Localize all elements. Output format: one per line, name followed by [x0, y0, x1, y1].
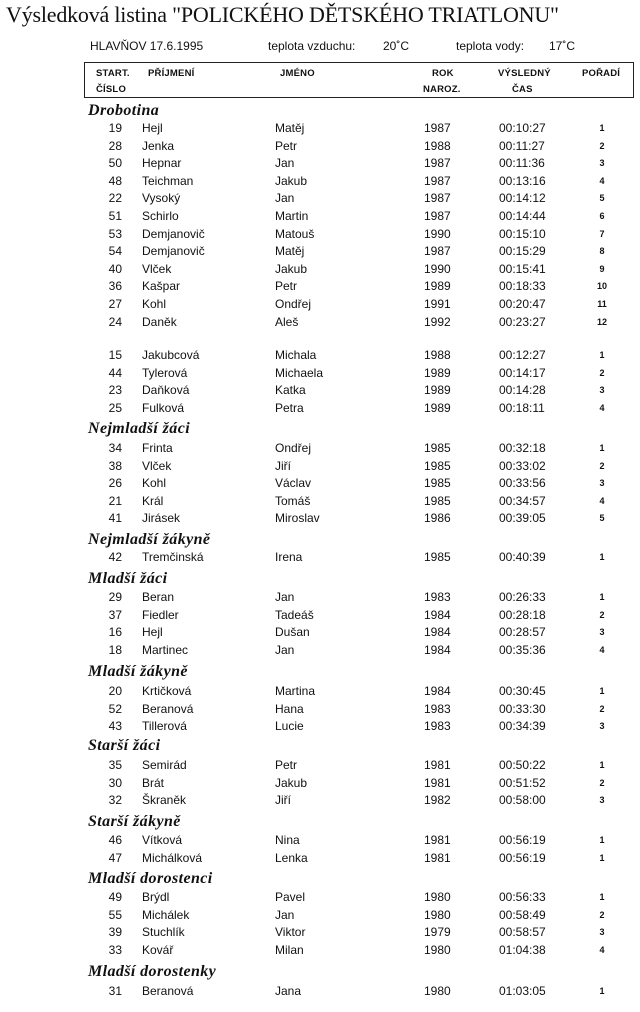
cell-name: Jakub	[275, 173, 308, 188]
cell-time: 00:50:22	[499, 758, 546, 772]
table-row	[0, 792, 640, 809]
table-row	[0, 155, 640, 172]
cell-rank: 2	[599, 909, 605, 920]
cell-year: 1987	[424, 156, 451, 171]
header-start-2: ČÍSLO	[96, 84, 127, 95]
cell-time: 00:58:00	[499, 793, 546, 808]
cell-rank: 2	[599, 609, 605, 620]
water-temp-label: teplota vody:	[456, 39, 525, 53]
cell-surname: Beran	[142, 590, 175, 604]
cell-time: 00:33:02	[499, 458, 546, 473]
cell-name: Petra	[275, 400, 304, 415]
cell-name: Jakub	[275, 261, 308, 276]
cell-year: 1979	[424, 925, 451, 940]
cell-year: 1987	[424, 209, 451, 223]
cell-num: 53	[108, 226, 122, 241]
cell-year: 1989	[424, 365, 451, 380]
cell-time: 00:39:05	[499, 511, 546, 526]
cell-year: 1989	[424, 279, 451, 294]
cell-num: 19	[108, 121, 122, 135]
cell-surname: Demjanovič	[142, 244, 205, 259]
cell-rank: 3	[599, 927, 605, 938]
cell-name: Martin	[275, 209, 309, 223]
table-row	[0, 718, 640, 735]
table-row	[0, 510, 640, 527]
cell-time: 00:35:36	[499, 642, 546, 657]
cell-time: 00:12:27	[499, 348, 546, 362]
cell-num: 50	[108, 156, 122, 171]
table-row	[0, 208, 640, 225]
cell-name: Matěj	[275, 244, 305, 259]
cell-name: Jan	[275, 642, 295, 657]
cell-num: 52	[108, 701, 122, 716]
cell-year: 1982	[424, 793, 451, 808]
cell-rank: 9	[599, 263, 605, 274]
cell-surname: Tremčinská	[142, 550, 204, 564]
cell-name: Jiří	[275, 793, 291, 808]
cell-year: 1984	[424, 642, 451, 657]
cell-time: 00:30:45	[499, 684, 546, 698]
cell-year: 1987	[424, 244, 451, 259]
cell-num: 23	[108, 383, 122, 398]
cell-name: Ondřej	[275, 441, 312, 455]
cell-num: 31	[108, 984, 122, 998]
cell-year: 1984	[424, 625, 451, 640]
cell-name: Matouš	[275, 226, 315, 241]
cell-surname: Demjanovič	[142, 226, 205, 241]
table-row	[0, 493, 640, 510]
cell-surname: Semirád	[142, 758, 187, 772]
cell-num: 55	[108, 907, 122, 922]
cell-name: Jakub	[275, 775, 308, 790]
table-row	[0, 624, 640, 641]
cell-rank: 1	[599, 443, 605, 453]
cell-num: 16	[108, 625, 122, 640]
cell-num: 47	[108, 850, 122, 865]
header-surname: PŘÍJMENÍ	[148, 68, 195, 79]
table-row	[0, 314, 640, 331]
cell-rank: 1	[599, 852, 605, 863]
cell-surname: Hejl	[142, 625, 163, 640]
cell-rank: 5	[599, 513, 605, 524]
cell-year: 1980	[424, 907, 451, 922]
cell-surname: Teichman	[142, 173, 194, 188]
cell-time: 00:28:57	[499, 625, 546, 640]
cell-time: 00:18:33	[499, 279, 546, 294]
cell-num: 41	[108, 511, 122, 526]
table-row	[0, 589, 640, 606]
cell-num: 22	[108, 191, 122, 206]
cell-time: 00:33:30	[499, 701, 546, 716]
cell-time: 00:56:19	[499, 833, 546, 847]
table-row	[0, 475, 640, 492]
table-row	[0, 120, 640, 137]
cell-name: Tomáš	[275, 493, 311, 508]
cell-surname: Schirlo	[142, 209, 179, 223]
cell-surname: Škraněk	[142, 793, 187, 808]
air-temp-label: teplota vzduchu:	[268, 39, 356, 53]
cell-surname: Stuchlík	[142, 925, 185, 940]
table-row	[0, 261, 640, 278]
cell-year: 1985	[424, 550, 451, 564]
header-name: JMÉNO	[280, 68, 315, 79]
cell-num: 40	[108, 261, 122, 276]
table-row	[0, 850, 640, 867]
cell-name: Ondřej	[275, 297, 312, 311]
cell-num: 15	[108, 348, 122, 362]
section-title: Mladší dorostenky	[88, 963, 217, 980]
cell-surname: Martinec	[142, 642, 189, 657]
cell-num: 29	[108, 590, 122, 604]
table-row	[0, 138, 640, 155]
cell-name: Jan	[275, 191, 295, 206]
cell-rank: 1	[599, 892, 605, 902]
cell-surname: Vlček	[142, 261, 172, 276]
cell-rank: 2	[599, 367, 605, 378]
cell-num: 46	[108, 833, 122, 847]
cell-surname: Kovář	[142, 942, 174, 957]
cell-rank: 4	[599, 495, 605, 506]
table-row	[0, 440, 640, 457]
cell-year: 1992	[424, 314, 451, 329]
table-row	[0, 347, 640, 364]
cell-name: Viktor	[275, 925, 306, 940]
cell-name: Martina	[275, 684, 316, 698]
cell-num: 24	[108, 314, 122, 329]
cell-surname: Král	[142, 493, 164, 508]
cell-year: 1990	[424, 261, 451, 276]
cell-rank: 2	[599, 777, 605, 788]
cell-time: 01:04:38	[499, 942, 546, 957]
section-title: Nejmladší žákyně	[88, 531, 211, 548]
cell-year: 1987	[424, 121, 451, 135]
cell-rank: 5	[599, 193, 605, 204]
cell-rank: 4	[599, 644, 605, 655]
cell-surname: Krtičková	[142, 684, 192, 698]
cell-year: 1985	[424, 458, 451, 473]
cell-surname: Kohl	[142, 476, 167, 491]
cell-time: 00:10:27	[499, 121, 546, 135]
cell-name: Irena	[275, 550, 303, 564]
table-row	[0, 832, 640, 849]
cell-time: 00:13:16	[499, 173, 546, 188]
cell-year: 1980	[424, 942, 451, 957]
cell-time: 00:56:19	[499, 850, 546, 865]
cell-name: Hana	[275, 701, 304, 716]
cell-year: 1981	[424, 850, 451, 865]
cell-name: Jiří	[275, 458, 291, 473]
cell-time: 00:28:18	[499, 607, 546, 622]
section-title: Mladší žáci	[88, 570, 168, 587]
place-date: HLAVŇOV 17.6.1995	[90, 39, 204, 53]
cell-name: Petr	[275, 279, 298, 294]
cell-rank: 4	[599, 402, 605, 413]
table-row	[0, 683, 640, 700]
header-year-1: ROK	[432, 68, 454, 79]
cell-rank: 1	[599, 123, 605, 133]
table-row	[0, 243, 640, 260]
cell-year: 1981	[424, 775, 451, 790]
cell-name: Dušan	[275, 625, 310, 640]
cell-name: Michala	[275, 348, 317, 362]
cell-num: 20	[108, 684, 122, 698]
cell-time: 00:58:57	[499, 925, 546, 940]
cell-num: 44	[108, 365, 122, 380]
cell-time: 00:34:39	[499, 719, 546, 734]
cell-year: 1989	[424, 400, 451, 415]
cell-time: 00:14:17	[499, 365, 546, 380]
cell-num: 48	[108, 173, 122, 188]
cell-time: 00:11:36	[499, 156, 545, 171]
cell-surname: Beranová	[142, 984, 194, 998]
cell-rank: 3	[599, 158, 605, 169]
header-year-2: NAROZ.	[423, 84, 461, 95]
cell-time: 00:40:39	[499, 550, 546, 564]
cell-time: 00:15:41	[499, 261, 546, 276]
cell-name: Miroslav	[275, 511, 320, 526]
cell-surname: Jirásek	[142, 511, 181, 526]
cell-num: 18	[108, 642, 122, 657]
cell-surname: Hejl	[142, 121, 163, 135]
cell-name: Milan	[275, 942, 304, 957]
cell-num: 54	[108, 244, 122, 259]
table-row	[0, 173, 640, 190]
cell-name: Jana	[275, 984, 302, 998]
cell-year: 1983	[424, 701, 451, 716]
cell-surname: Kohl	[142, 297, 167, 311]
cell-num: 51	[108, 209, 122, 223]
cell-surname: Tylerová	[142, 365, 188, 380]
cell-time: 00:33:56	[499, 476, 546, 491]
table-row	[0, 907, 640, 924]
cell-time: 00:32:18	[499, 441, 546, 455]
cell-time: 00:14:28	[499, 383, 546, 398]
cell-rank: 3	[599, 478, 605, 489]
cell-year: 1983	[424, 719, 451, 734]
cell-num: 38	[108, 458, 122, 473]
cell-num: 21	[108, 493, 122, 508]
table-row	[0, 757, 640, 774]
cell-year: 1985	[424, 441, 451, 455]
cell-surname: Michálek	[142, 907, 190, 922]
cell-year: 1987	[424, 191, 451, 206]
cell-name: Jan	[275, 156, 295, 171]
cell-surname: Brýdl	[142, 890, 170, 904]
cell-name: Jan	[275, 590, 295, 604]
cell-year: 1989	[424, 383, 451, 398]
cell-surname: Jakubcová	[142, 348, 200, 362]
cell-rank: 12	[596, 316, 607, 327]
cell-year: 1986	[424, 511, 451, 526]
table-row	[0, 701, 640, 718]
cell-time: 01:03:05	[499, 984, 546, 998]
cell-num: 39	[108, 925, 122, 940]
cell-year: 1981	[424, 833, 451, 847]
cell-name: Pavel	[275, 890, 306, 904]
cell-year: 1991	[424, 297, 451, 311]
cell-rank: 1	[599, 835, 605, 845]
cell-year: 1984	[424, 684, 451, 698]
cell-surname: Tillerová	[142, 719, 187, 734]
cell-name: Katka	[275, 383, 306, 398]
cell-surname: Fiedler	[142, 607, 179, 622]
cell-time: 00:34:57	[499, 493, 546, 508]
table-row	[0, 365, 640, 382]
cell-surname: Jenka	[142, 138, 175, 153]
cell-time: 00:56:33	[499, 890, 546, 904]
section-title: Starší žákyně	[88, 813, 181, 830]
cell-year: 1985	[424, 476, 451, 491]
cell-surname: Vysoký	[142, 191, 181, 206]
section-title: Mladší dorostenci	[88, 870, 213, 887]
cell-num: 43	[108, 719, 122, 734]
cell-rank: 6	[599, 211, 605, 221]
cell-rank: 1	[599, 986, 605, 996]
cell-rank: 1	[599, 760, 605, 770]
section-title: Nejmladší žáci	[88, 420, 191, 437]
water-temp-value: 17˚C	[549, 39, 576, 53]
cell-name: Petr	[275, 758, 298, 772]
table-row	[0, 775, 640, 792]
cell-year: 1988	[424, 138, 451, 153]
table-row	[0, 226, 640, 243]
cell-time: 00:51:52	[499, 775, 546, 790]
air-temp-value: 20˚C	[383, 39, 410, 53]
cell-num: 49	[108, 890, 122, 904]
cell-surname: Hepnar	[142, 156, 182, 171]
cell-rank: 1	[599, 350, 605, 360]
cell-surname: Vítková	[142, 833, 183, 847]
cell-rank: 1	[599, 686, 605, 696]
table-row	[0, 400, 640, 417]
cell-name: Petr	[275, 138, 298, 153]
cell-rank: 1	[599, 552, 605, 562]
cell-num: 34	[108, 441, 122, 455]
cell-rank: 2	[599, 460, 605, 471]
cell-name: Václav	[275, 476, 312, 491]
cell-surname: Kašpar	[142, 279, 181, 294]
table-row	[0, 278, 640, 295]
table-row	[0, 983, 640, 1000]
document-title: Výsledková listina "POLICKÉHO DĚTSKÉHO TRIATLONU"	[6, 2, 559, 27]
cell-name: Jan	[275, 907, 295, 922]
cell-num: 27	[108, 297, 122, 311]
cell-year: 1980	[424, 890, 451, 904]
cell-num: 36	[108, 279, 122, 294]
cell-name: Matěj	[275, 121, 305, 135]
header-start-1: START.	[96, 68, 130, 79]
cell-num: 32	[108, 793, 122, 808]
cell-time: 00:26:33	[499, 590, 546, 604]
cell-rank: 4	[599, 944, 605, 955]
section-title: Drobotina	[88, 102, 160, 119]
cell-time: 00:15:29	[499, 244, 546, 259]
table-row	[0, 642, 640, 659]
cell-name: Michaela	[275, 365, 324, 380]
cell-time: 00:58:49	[499, 907, 546, 922]
cell-num: 37	[108, 607, 122, 622]
cell-num: 30	[108, 775, 122, 790]
cell-rank: 11	[597, 299, 607, 309]
cell-year: 1981	[424, 758, 451, 772]
cell-num: 33	[108, 942, 122, 957]
header-rank: POŘADÍ	[582, 68, 621, 79]
cell-year: 1988	[424, 348, 451, 362]
cell-rank: 4	[599, 175, 605, 186]
table-row	[0, 382, 640, 399]
cell-num: 26	[108, 476, 122, 491]
cell-rank: 3	[599, 795, 605, 806]
cell-time: 00:20:47	[499, 297, 546, 311]
cell-time: 00:18:11	[499, 400, 545, 415]
section-title: Starší žáci	[88, 737, 161, 754]
cell-num: 35	[108, 758, 122, 772]
header-result-1: VÝSLEDNÝ	[498, 68, 551, 79]
cell-surname: Michálková	[142, 850, 203, 865]
table-row	[0, 190, 640, 207]
cell-rank: 2	[599, 140, 605, 151]
cell-surname: Daněk	[142, 314, 177, 329]
table-row	[0, 924, 640, 941]
cell-year: 1980	[424, 984, 451, 998]
cell-name: Aleš	[275, 314, 299, 329]
cell-name: Tadeáš	[275, 607, 314, 622]
cell-year: 1985	[424, 493, 451, 508]
cell-year: 1984	[424, 607, 451, 622]
table-row	[0, 549, 640, 566]
cell-rank: 1	[599, 592, 605, 602]
cell-rank: 7	[599, 228, 605, 239]
cell-year: 1983	[424, 590, 451, 604]
section-title: Mladší žákyně	[88, 663, 188, 680]
cell-time: 00:23:27	[499, 314, 546, 329]
cell-rank: 3	[599, 385, 605, 396]
table-row	[0, 296, 640, 313]
cell-surname: Frinta	[142, 441, 173, 455]
cell-num: 42	[108, 550, 122, 564]
cell-surname: Beranová	[142, 701, 194, 716]
table-row	[0, 458, 640, 475]
table-row	[0, 889, 640, 906]
cell-rank: 2	[599, 703, 605, 714]
cell-year: 1990	[424, 226, 451, 241]
cell-surname: Brát	[142, 775, 165, 790]
cell-surname: Fulková	[142, 400, 185, 415]
cell-rank: 3	[599, 627, 605, 638]
header-result-2: ČAS	[512, 84, 533, 95]
cell-num: 25	[108, 400, 122, 415]
cell-time: 00:14:12	[499, 191, 546, 206]
cell-year: 1987	[424, 173, 451, 188]
cell-surname: Daňková	[142, 383, 190, 398]
cell-name: Nina	[275, 833, 300, 847]
cell-time: 00:14:44	[499, 209, 546, 223]
cell-surname: Vlček	[142, 458, 172, 473]
cell-time: 00:15:10	[499, 226, 546, 241]
cell-name: Lucie	[275, 719, 304, 734]
cell-num: 28	[108, 138, 122, 153]
cell-rank: 3	[599, 721, 605, 732]
cell-name: Lenka	[275, 850, 308, 865]
table-row	[0, 942, 640, 959]
cell-rank: 8	[599, 246, 605, 257]
cell-rank: 10	[596, 281, 607, 292]
cell-time: 00:11:27	[499, 138, 545, 153]
table-row	[0, 607, 640, 624]
